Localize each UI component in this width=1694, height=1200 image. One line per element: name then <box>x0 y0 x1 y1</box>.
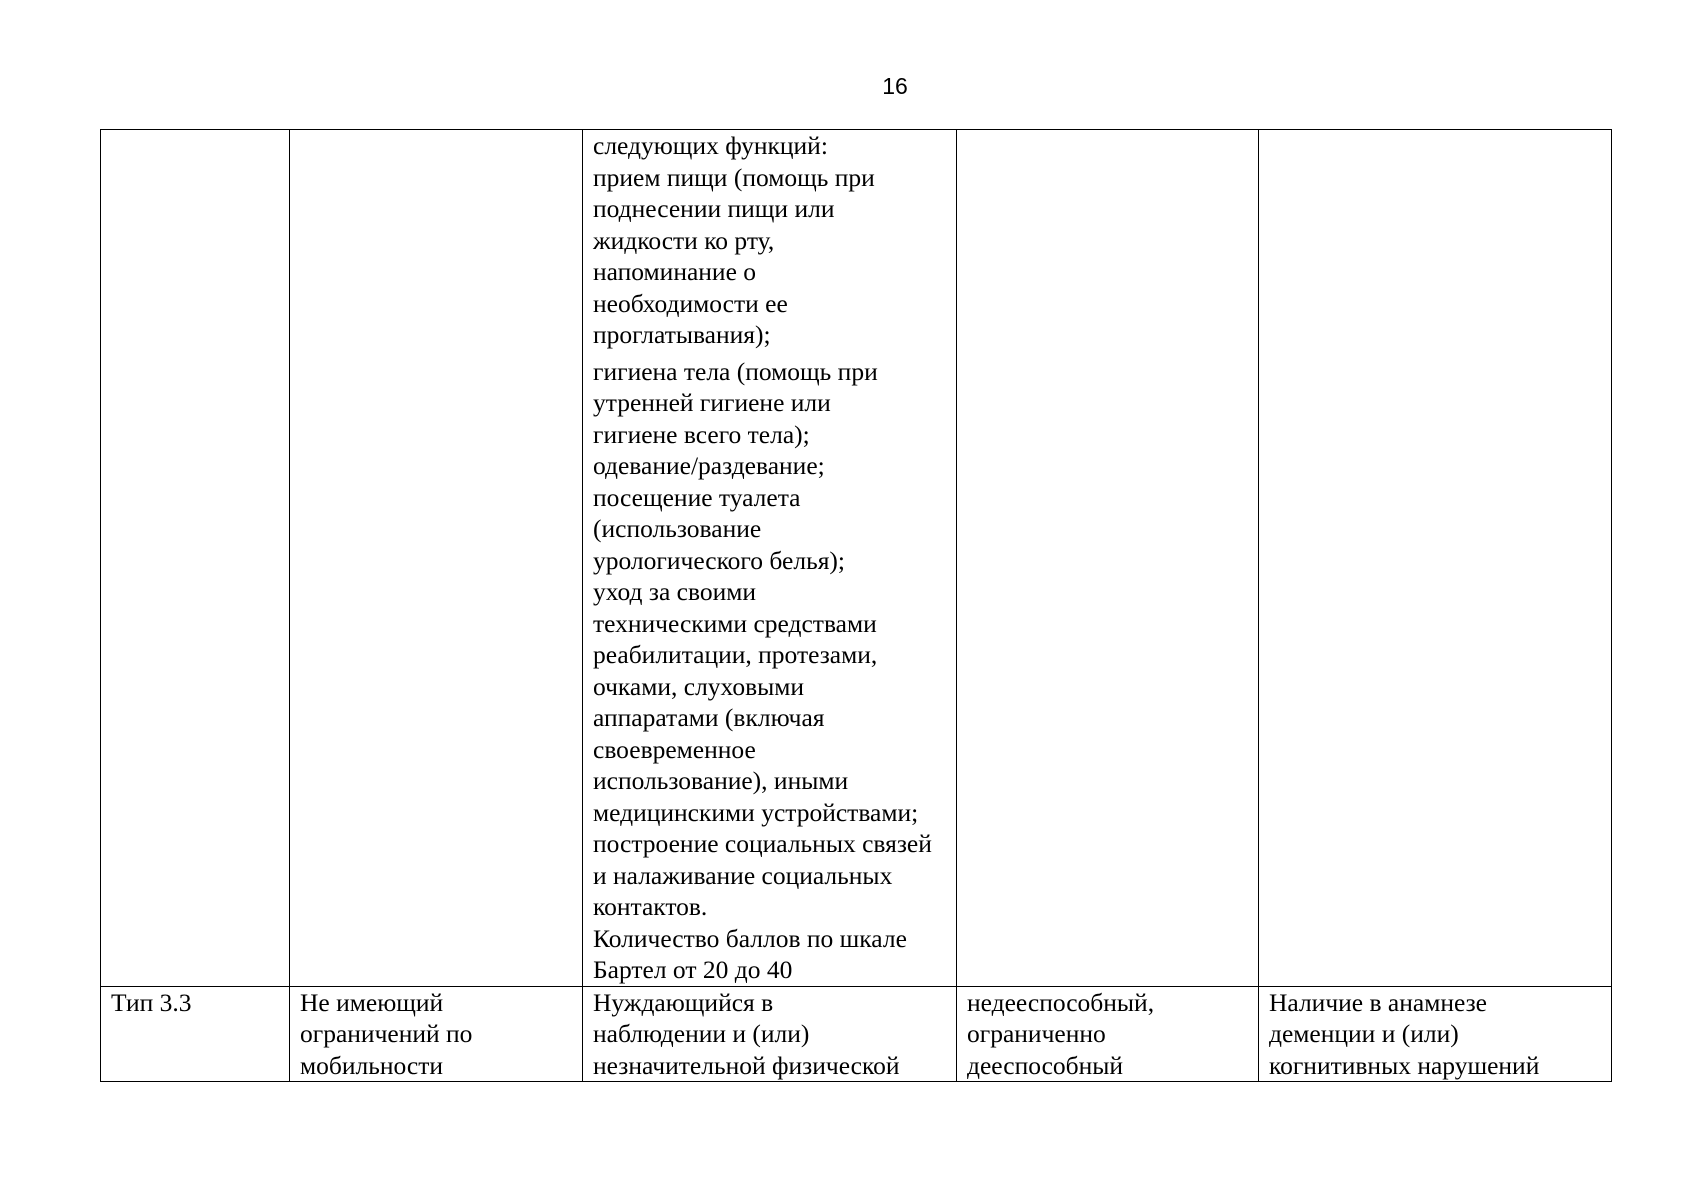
text-line: гигиена тела (помощь при <box>593 356 878 386</box>
text-line: посещение туалета <box>593 482 801 512</box>
text-line: Не имеющий <box>300 987 444 1017</box>
text-line: поднесении пищи или <box>593 194 835 223</box>
cell-type-label <box>101 986 290 1082</box>
text-line: мобильности <box>300 1050 444 1080</box>
cell-needs <box>583 986 957 1082</box>
table-row-type-3-3 <box>101 986 1612 1082</box>
text-line: одевание/раздевание; <box>593 451 825 480</box>
cell-mobility <box>290 986 583 1082</box>
text-line: техническими средствами <box>593 608 877 638</box>
text-line: недееспособный, <box>967 987 1155 1017</box>
text-line: Нуждающийся в <box>593 987 774 1017</box>
text-line: проглатывания); <box>593 320 771 349</box>
text-line: Тип 3.3 <box>111 987 192 1017</box>
text-line: Количество баллов по шкале <box>593 923 907 953</box>
cell-capacity-empty <box>957 130 1259 987</box>
text-line: утренней гигиене или <box>593 388 831 417</box>
text-line: дееспособный <box>967 1050 1124 1080</box>
text-line: когнитивных нарушений <box>1269 1050 1540 1080</box>
cell-mobility-empty <box>290 130 583 987</box>
text-line: ограниченно <box>967 1019 1106 1048</box>
text-line: использование), иными <box>593 766 849 795</box>
text-line: (использование <box>593 514 762 543</box>
text-line: медицинскими устройствами; <box>593 797 919 827</box>
text-line: прием пищи (помощь при <box>593 162 875 192</box>
cell-anamnesis <box>1259 986 1612 1082</box>
text-line: жидкости ко рту, <box>593 225 775 255</box>
text-line: следующих функций: <box>593 131 828 160</box>
criteria-table <box>100 129 1612 1082</box>
text-line: и налаживание социальных <box>593 860 893 890</box>
text-line: уход за своими <box>593 577 757 606</box>
text-line: наблюдении и (или) <box>593 1019 810 1048</box>
cell-anamnesis-empty <box>1259 130 1612 987</box>
text-line: Наличие в анамнезе <box>1269 987 1487 1017</box>
text-line: гигиене всего тела); <box>593 419 810 449</box>
text-line: напоминание о <box>593 257 757 286</box>
text-line: построение социальных связей <box>593 829 932 858</box>
table-row-continued <box>101 130 1612 987</box>
text-line: Бартел от 20 до 40 <box>593 955 793 984</box>
text-line: очками, слуховыми <box>593 671 805 701</box>
text-line: незначительной физической <box>593 1050 900 1080</box>
cell-needs-description <box>583 130 957 987</box>
text-line: ограничений по <box>300 1019 473 1048</box>
text-line: своевременное <box>593 734 756 764</box>
text-line: аппаратами (включая <box>593 703 825 732</box>
text-line: необходимости ее <box>593 288 788 318</box>
page-number: 16 <box>882 73 908 99</box>
text-line: деменции и (или) <box>1269 1019 1459 1048</box>
cell-capacity <box>957 986 1259 1082</box>
text-line: контактов. <box>593 892 708 921</box>
text-line: урологического белья); <box>593 545 845 575</box>
text-line: реабилитации, протезами, <box>593 640 878 669</box>
cell-type-empty <box>101 130 290 987</box>
